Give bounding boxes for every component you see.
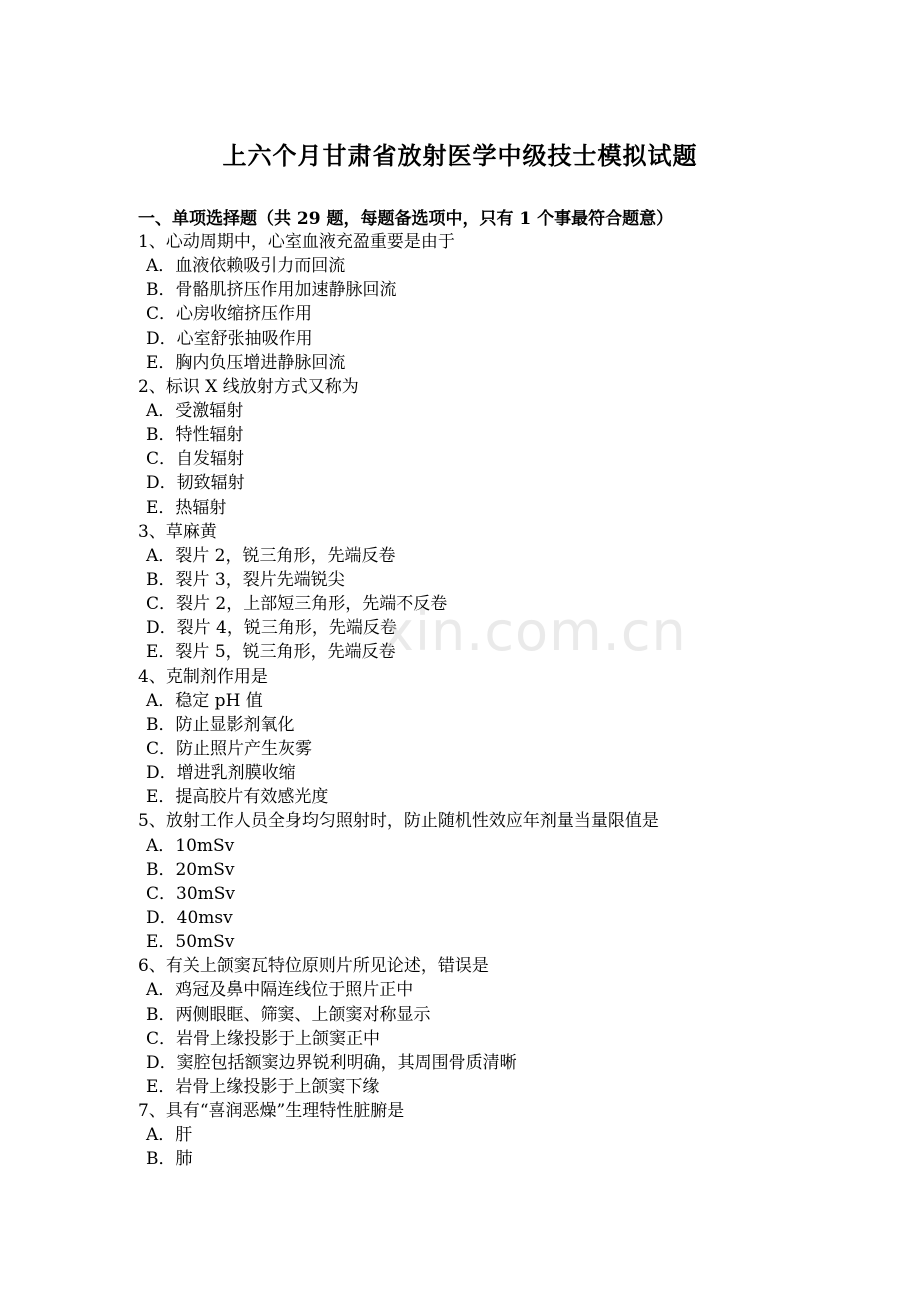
answer-option: B．裂片 3，裂片先端锐尖 <box>146 569 345 590</box>
answer-option: A．裂片 2，锐三角形，先端反卷 <box>146 545 396 566</box>
question-list <box>138 230 838 1171</box>
question-stem: 3、草麻黄 <box>138 521 217 542</box>
question-stem: 7、具有“喜润恶燥”生理特性脏腑是 <box>138 1101 405 1122</box>
watermark: xin.com.cn <box>382 600 687 663</box>
answer-option: B．特性辐射 <box>146 425 244 446</box>
question-stem: 5、放射工作人员全身均匀照射时，防止随机性效应年剂量当量限值是 <box>138 811 659 832</box>
answer-option: B．防止显影剂氧化 <box>146 714 295 735</box>
question-stem: 1、心动周期中，心室血液充盈重要是由于 <box>138 232 455 252</box>
answer-option: D．40msv <box>146 907 233 928</box>
answer-option: D．心室舒张抽吸作用 <box>146 328 313 349</box>
answer-option: A．10mSv <box>146 835 235 856</box>
answer-option: C．裂片 2，上部短三角形，先端不反卷 <box>146 594 448 615</box>
answer-option: C．自发辐射 <box>146 449 245 470</box>
answer-option: A．稳定 pH 值 <box>146 690 263 711</box>
question-stem: 6、有关上颌窦瓦特位原则片所见论述，错误是 <box>138 956 489 977</box>
answer-option: B．肺 <box>146 1149 193 1170</box>
answer-option: D．裂片 4，锐三角形，先端反卷 <box>146 618 397 639</box>
answer-option: A．肝 <box>146 1125 193 1146</box>
document-title: 上六个月甘肃省放射医学中级技士模拟试题 <box>222 141 698 170</box>
answer-option: E．提高胶片有效感光度 <box>146 787 329 808</box>
answer-option: D．窦腔包括额窦边界锐利明确，其周围骨质清晰 <box>146 1052 517 1073</box>
section-heading: 一、单项选择题（共 29 题，每题备选项中，只有 1 个事最符合题意） <box>138 209 674 229</box>
answer-option: C．防止照片产生灰雾 <box>146 738 313 759</box>
answer-option: A．鸡冠及鼻中隔连线位于照片正中 <box>146 980 414 1001</box>
answer-option: D．增进乳剂膜收缩 <box>146 763 296 784</box>
answer-option: A．受激辐射 <box>146 400 244 421</box>
answer-option: E．50mSv <box>146 932 235 953</box>
answer-option: B．两侧眼眶、筛窦、上颌窦对称显示 <box>146 1004 431 1025</box>
answer-option: E．岩骨上缘投影于上颌窦下缘 <box>146 1076 380 1097</box>
answer-option: C．30mSv <box>146 883 236 904</box>
answer-option: B．骨骼肌挤压作用加速静脉回流 <box>146 280 397 301</box>
answer-option: E．裂片 5，锐三角形，先端反卷 <box>146 642 396 663</box>
answer-option: A．血液依赖吸引力而回流 <box>146 256 346 277</box>
answer-option: E．胸内负压增进静脉回流 <box>146 352 346 373</box>
answer-option: B．20mSv <box>146 859 235 880</box>
question-stem: 2、标识 X 线放射方式又称为 <box>138 376 359 397</box>
answer-option: E．热辐射 <box>146 497 227 518</box>
answer-option: C．岩骨上缘投影于上颌窦正中 <box>146 1028 381 1049</box>
answer-option: C．心房收缩挤压作用 <box>146 304 313 325</box>
question-stem: 4、克制剂作用是 <box>138 666 268 687</box>
answer-option: D．韧致辐射 <box>146 473 245 494</box>
